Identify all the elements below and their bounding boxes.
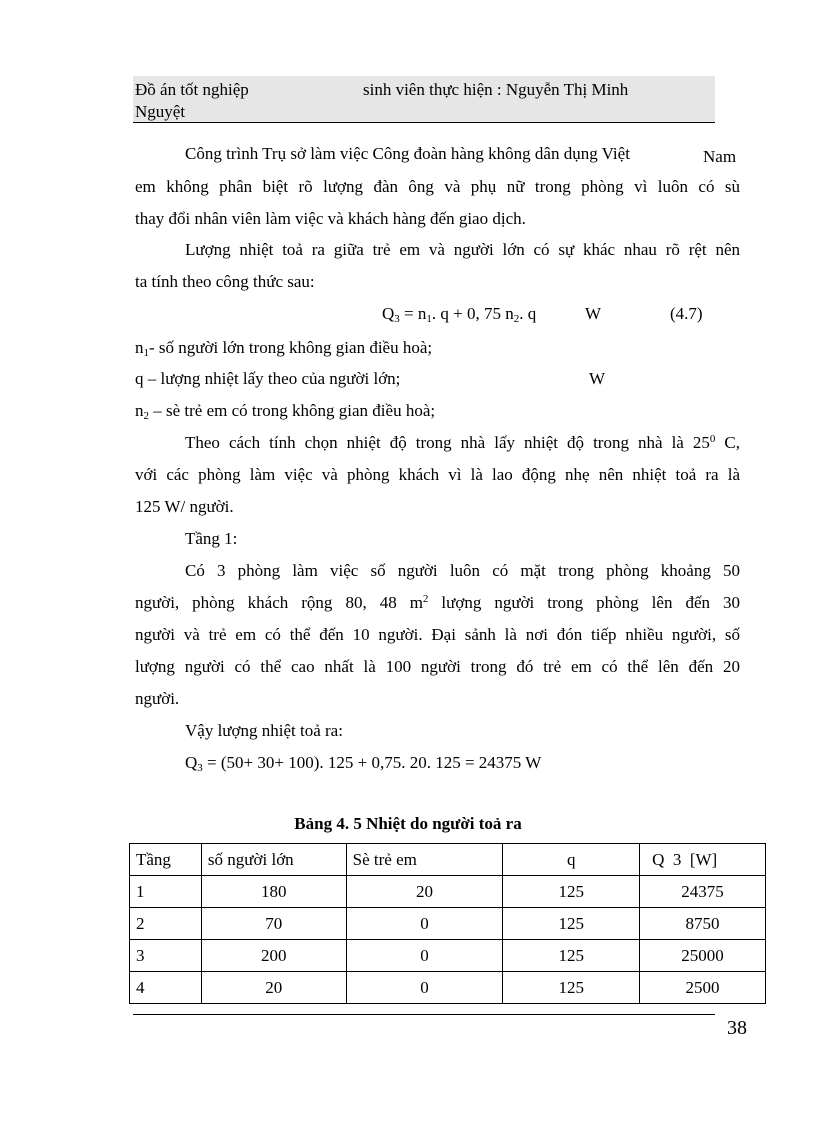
header-cell: q <box>503 844 640 876</box>
def-n2: $n_2$ – sè trẻ em có trong không gian điều hoà; <box>135 401 436 422</box>
table-cell: 0 <box>346 908 503 940</box>
p2-line1: Lượng nhiệt toả ra giữa trẻ em và người lớn có sự khác nhau rõ rệt nên <box>185 240 740 259</box>
table-cell: 0 <box>346 940 503 972</box>
floor-heading: Tầng 1: <box>185 529 238 548</box>
def-q-unit: W <box>589 369 606 388</box>
header-cell: Tầng <box>130 844 202 876</box>
p4-line1: Có 3 phòng làm việc số người luôn có mặt trong phòng khoảng 50 <box>185 561 740 580</box>
header-cell: số người lớn <box>201 844 346 876</box>
table-cell: 4 <box>130 972 202 1004</box>
formula-number: (4.7) <box>670 304 703 323</box>
p3-line1: Theo cách tính chọn nhiệt độ trong nhà lấy nhiệt độ trong nhà là $25^0$ C, <box>185 433 740 452</box>
p1-line1-tail: Nam <box>703 147 737 166</box>
table-cell: 8750 <box>640 908 766 940</box>
formula-4-7: $Q_3 = n_1$. q + 0, 75 $n_2$. q <box>382 304 537 325</box>
table-row <box>130 972 766 1004</box>
table-cell: 125 <box>503 972 640 1004</box>
table-cell: 3 <box>130 940 202 972</box>
table-row <box>130 940 766 972</box>
table-cell: 125 <box>503 908 640 940</box>
p1-line1: Công trình Trụ sở làm việc Công đoàn hàng không dân dụng Việt <box>185 144 630 163</box>
p4-line4: lượng người có thể cao nhất là 100 người trong đó trẻ em có thể lên đến 20 <box>135 657 740 676</box>
p3-line3: 125 W/ người. <box>135 497 234 516</box>
page-number: 38 <box>727 1017 747 1039</box>
heat-table <box>129 843 766 1004</box>
table-cell: 125 <box>503 940 640 972</box>
page-header <box>133 76 715 123</box>
table-cell: 24375 <box>640 876 766 908</box>
table-cell: 20 <box>346 876 503 908</box>
formula-unit: W <box>585 304 602 323</box>
calc-line: $Q_3 = (50+ 30+ 100)$. 125 + 0,75. 20. 125 = 24375 W <box>185 753 542 774</box>
table-cell: 180 <box>201 876 346 908</box>
p2-line2: ta tính theo công thức sau: <box>135 272 315 291</box>
table-caption: Bảng 4. 5 Nhiệt do người toả ra <box>294 814 522 833</box>
table-row <box>130 908 766 940</box>
table-cell: 200 <box>201 940 346 972</box>
p4-line5: người. <box>135 689 180 708</box>
table-cell: 20 <box>201 972 346 1004</box>
table-row <box>130 876 766 908</box>
header-cell: Q 3 [W] <box>640 844 766 876</box>
table-cell: 1 <box>130 876 202 908</box>
def-q: q – lượng nhiệt lấy theo của người lớn; <box>135 369 401 388</box>
p5-line: Vậy lượng nhiệt toả ra: <box>185 721 343 740</box>
header-author: sinh viên thực hiện : Nguyễn Thị Minh <box>363 80 629 99</box>
header-author-wrap: Nguyệt <box>135 102 186 121</box>
p1-line2: em không phân biệt rõ lượng đàn ông và phụ nữ trong phòng vì luôn có sù <box>135 177 740 196</box>
p4-line3: người và trẻ em có thể đến 10 người. Đại sảnh là nơi đón tiếp nhiều người, số <box>135 625 740 644</box>
table-cell: 2 <box>130 908 202 940</box>
header-cell: Sè trẻ em <box>346 844 503 876</box>
table-cell: 2500 <box>640 972 766 1004</box>
table-header-row <box>130 844 766 876</box>
table-cell: 0 <box>346 972 503 1004</box>
header-title: Đồ án tốt nghiệp <box>135 80 249 99</box>
table-cell: 25000 <box>640 940 766 972</box>
footer-rule <box>133 1014 715 1015</box>
table-cell: 70 <box>201 908 346 940</box>
p1-line3: thay đổi nhân viên làm việc và khách hàng đến giao dịch. <box>135 209 526 228</box>
p4-line2: người, phòng khách rộng 80, 48 $m^2$ lượng người trong phòng lên đến 30 <box>135 593 740 612</box>
table-cell: 125 <box>503 876 640 908</box>
p3-line2: với các phòng làm việc và phòng khách vì là lao động nhẹ nên nhiệt toả ra là <box>135 465 740 484</box>
def-n1: $n_1-$ số người lớn trong không gian điều hoà; <box>135 338 433 359</box>
